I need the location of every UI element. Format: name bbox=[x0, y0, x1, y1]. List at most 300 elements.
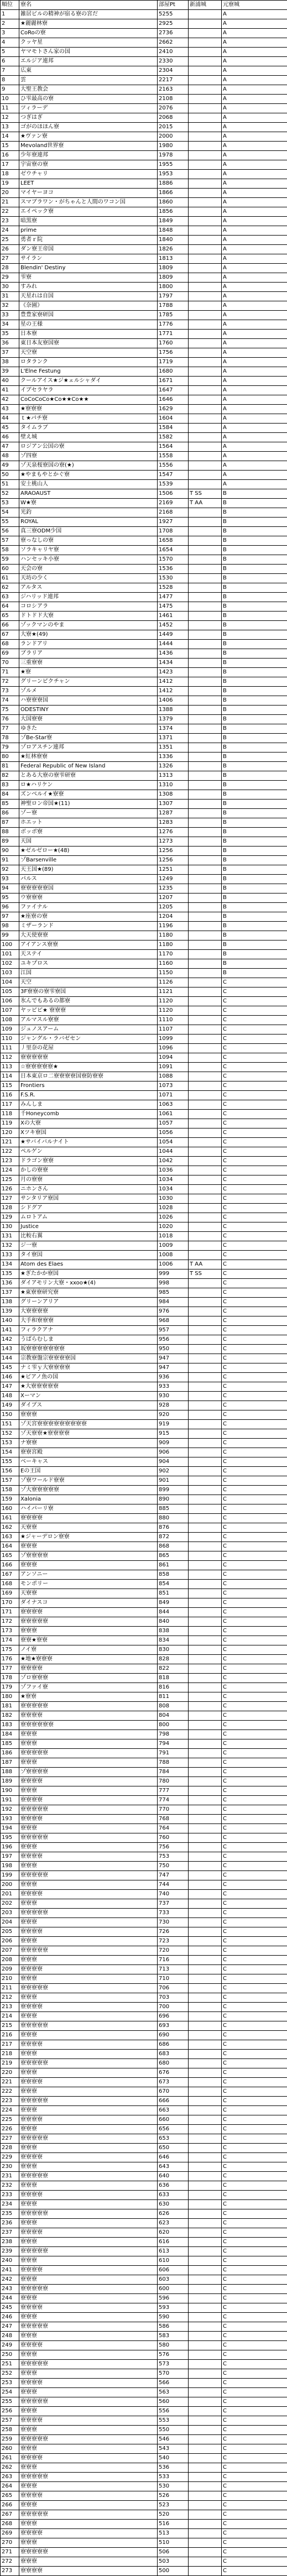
table-row bbox=[1, 2172, 287, 2181]
cell-new-castle bbox=[189, 2473, 222, 2482]
cell-dorm-name: 寮寮寮 bbox=[19, 2162, 158, 2172]
cell-rank: 49 bbox=[1, 461, 19, 471]
cell-origin-castle: C bbox=[222, 1279, 287, 1288]
cell-origin-castle: A bbox=[222, 132, 287, 142]
cell-new-castle bbox=[189, 1824, 222, 1833]
table-row bbox=[1, 2021, 287, 2031]
cell-room-points: 573 bbox=[158, 2360, 189, 2369]
cell-new-castle bbox=[189, 884, 222, 893]
cell-new-castle bbox=[189, 2303, 222, 2313]
table-row bbox=[1, 2078, 287, 2087]
cell-room-points: 919 bbox=[158, 1420, 189, 1429]
cell-rank: 244 bbox=[1, 2294, 19, 2303]
cell-origin-castle: B bbox=[222, 800, 287, 809]
cell-room-points: 1452 bbox=[158, 621, 189, 630]
cell-rank: 7 bbox=[1, 66, 19, 76]
cell-new-castle bbox=[189, 151, 222, 160]
cell-room-points: 550 bbox=[158, 2426, 189, 2435]
cell-new-castle bbox=[189, 38, 222, 48]
table-row bbox=[1, 1880, 287, 1890]
cell-room-points: 976 bbox=[158, 1307, 189, 1316]
table-row bbox=[1, 640, 287, 649]
cell-new-castle bbox=[189, 2538, 222, 2548]
cell-origin-castle: C bbox=[222, 1909, 287, 1918]
table-row bbox=[1, 2040, 287, 2050]
cell-new-castle bbox=[189, 1439, 222, 1448]
cell-new-castle bbox=[189, 2379, 222, 2388]
table-row bbox=[1, 978, 287, 987]
cell-dorm-name: 寮寮寮 bbox=[19, 2200, 158, 2209]
cell-room-points: 1110 bbox=[158, 1016, 189, 1025]
cell-dorm-name: 広東 bbox=[19, 66, 158, 76]
cell-dorm-name: 寮寮寮 bbox=[19, 2350, 158, 2360]
cell-origin-castle: C bbox=[222, 2416, 287, 2426]
cell-rank: 199 bbox=[1, 1871, 19, 1880]
cell-dorm-name: 寮寮寮寮寮 bbox=[19, 1617, 158, 1627]
table-row bbox=[1, 2059, 287, 2068]
cell-dorm-name: コロシアラ bbox=[19, 602, 158, 612]
cell-dorm-name: 寮寮寮寮 bbox=[19, 1890, 158, 1899]
cell-origin-castle: C bbox=[222, 2134, 287, 2144]
cell-dorm-name: 寮寮寮 bbox=[19, 2520, 158, 2529]
cell-new-castle bbox=[189, 2407, 222, 2416]
cell-rank: 183 bbox=[1, 1721, 19, 1730]
cell-origin-castle: B bbox=[222, 828, 287, 837]
cell-origin-castle: B bbox=[222, 884, 287, 893]
cell-rank: 163 bbox=[1, 1533, 19, 1542]
table-row bbox=[1, 66, 287, 76]
table-row bbox=[1, 1194, 287, 1204]
cell-new-castle bbox=[189, 837, 222, 847]
header-row bbox=[1, 1, 287, 10]
cell-new-castle bbox=[189, 2350, 222, 2360]
cell-dorm-name: 坂寮寮寮寮寮寮寮 bbox=[19, 1345, 158, 1354]
cell-rank: 211 bbox=[1, 1984, 19, 1993]
table-row bbox=[1, 1392, 287, 1401]
cell-dorm-name: 寮寮寮寮寮 bbox=[19, 2134, 158, 2144]
table-row bbox=[1, 912, 287, 922]
cell-new-castle bbox=[189, 809, 222, 818]
cell-origin-castle: C bbox=[222, 2567, 287, 2576]
cell-origin-castle: B bbox=[222, 640, 287, 649]
cell-origin-castle: C bbox=[222, 1777, 287, 1786]
cell-new-castle bbox=[189, 1476, 222, 1486]
cell-rank: 143 bbox=[1, 1345, 19, 1354]
cell-room-points: 1809 bbox=[158, 264, 189, 273]
table-row bbox=[1, 753, 287, 762]
cell-room-points: 723 bbox=[158, 1937, 189, 1946]
cell-new-castle bbox=[189, 1786, 222, 1796]
cell-room-points: 1120 bbox=[158, 1006, 189, 1016]
cell-room-points: 686 bbox=[158, 2040, 189, 2050]
cell-room-points: 626 bbox=[158, 2209, 189, 2219]
cell-room-points: 690 bbox=[158, 2031, 189, 2040]
table-row bbox=[1, 1617, 287, 1627]
table-row bbox=[1, 95, 287, 104]
cell-room-points: 2736 bbox=[158, 29, 189, 38]
cell-new-castle bbox=[189, 10, 222, 19]
cell-dorm-name: 天寮寮 bbox=[19, 1589, 158, 1598]
cell-room-points: 543 bbox=[158, 2444, 189, 2454]
cell-room-points: 1096 bbox=[158, 1044, 189, 1053]
table-row bbox=[1, 2529, 287, 2538]
cell-dorm-name: ミザーランド bbox=[19, 922, 158, 931]
cell-rank: 29 bbox=[1, 273, 19, 283]
cell-origin-castle: C bbox=[222, 1467, 287, 1476]
cell-dorm-name: 寮寮寮寮寮 bbox=[19, 2510, 158, 2520]
cell-room-points: 1866 bbox=[158, 189, 189, 198]
cell-rank: 2 bbox=[1, 19, 19, 29]
header-room-points: 部屋Pt bbox=[158, 1, 189, 10]
table-row bbox=[1, 1815, 287, 1824]
cell-dorm-name: 寮寮寮 bbox=[19, 1993, 158, 2003]
cell-new-castle bbox=[189, 1918, 222, 1927]
cell-room-points: 523 bbox=[158, 2501, 189, 2510]
cell-rank: 131 bbox=[1, 1232, 19, 1241]
cell-room-points: 1800 bbox=[158, 283, 189, 292]
cell-rank: 126 bbox=[1, 1185, 19, 1194]
cell-rank: 176 bbox=[1, 1655, 19, 1664]
cell-dorm-name: 豊豊家寮研国 bbox=[19, 311, 158, 320]
cell-dorm-name: ユキプロス bbox=[19, 959, 158, 969]
cell-origin-castle: B bbox=[222, 743, 287, 753]
cell-dorm-name: 寮寮寮寮 bbox=[19, 1711, 158, 1721]
cell-origin-castle: C bbox=[222, 1786, 287, 1796]
cell-rank: 46 bbox=[1, 433, 19, 442]
cell-dorm-name: ダン寮王帝国 bbox=[19, 245, 158, 254]
cell-dorm-name: ゾルメ bbox=[19, 687, 158, 696]
cell-origin-castle: B bbox=[222, 677, 287, 687]
cell-dorm-name: ★ヴァン寮 bbox=[19, 132, 158, 142]
cell-new-castle bbox=[189, 1138, 222, 1147]
cell-room-points: 1530 bbox=[158, 574, 189, 583]
cell-new-castle bbox=[189, 1335, 222, 1345]
cell-dorm-name: ベーキャス bbox=[19, 1457, 158, 1467]
cell-new-castle bbox=[189, 1326, 222, 1335]
cell-origin-castle: C bbox=[222, 2144, 287, 2153]
cell-origin-castle: B bbox=[222, 837, 287, 847]
cell-room-points: 673 bbox=[158, 2078, 189, 2087]
cell-dorm-name: 寮寮寮 bbox=[19, 2238, 158, 2247]
cell-dorm-name: 寮寮寮 bbox=[19, 2501, 158, 2510]
cell-origin-castle: C bbox=[222, 2473, 287, 2482]
cell-room-points: 1582 bbox=[158, 433, 189, 442]
cell-dorm-name: とある大寮の寮雫研寮 bbox=[19, 771, 158, 781]
table-row bbox=[1, 414, 287, 424]
cell-rank: 257 bbox=[1, 2416, 19, 2426]
cell-new-castle bbox=[189, 565, 222, 574]
cell-room-points: 1180 bbox=[158, 940, 189, 950]
table-row bbox=[1, 1843, 287, 1852]
table-row bbox=[1, 1655, 287, 1664]
cell-new-castle bbox=[189, 987, 222, 997]
cell-rank: 268 bbox=[1, 2520, 19, 2529]
cell-new-castle bbox=[189, 76, 222, 85]
cell-dorm-name: ★やまもやとかぐ寮 bbox=[19, 471, 158, 480]
cell-room-points: 520 bbox=[158, 2510, 189, 2520]
cell-rank: 124 bbox=[1, 1166, 19, 1175]
cell-rank: 79 bbox=[1, 743, 19, 753]
cell-dorm-name: ウ寮寮寮 bbox=[19, 893, 158, 903]
cell-origin-castle: A bbox=[222, 254, 287, 264]
table-row bbox=[1, 1937, 287, 1946]
cell-room-points: 500 bbox=[158, 2567, 189, 2576]
cell-room-points: 1351 bbox=[158, 743, 189, 753]
cell-origin-castle: C bbox=[222, 2557, 287, 2567]
cell-rank: 198 bbox=[1, 1862, 19, 1871]
cell-rank: 223 bbox=[1, 2097, 19, 2106]
cell-dorm-name: すみれ bbox=[19, 283, 158, 292]
cell-room-points: 844 bbox=[158, 1608, 189, 1617]
cell-room-points: 606 bbox=[158, 2266, 189, 2275]
cell-rank: 98 bbox=[1, 922, 19, 931]
cell-rank: 261 bbox=[1, 2454, 19, 2463]
table-row bbox=[1, 800, 287, 809]
table-row bbox=[1, 1495, 287, 1504]
table-row bbox=[1, 959, 287, 969]
cell-new-castle bbox=[189, 2567, 222, 2576]
table-row bbox=[1, 2087, 287, 2097]
cell-room-points: 788 bbox=[158, 1758, 189, 1768]
cell-room-points: 600 bbox=[158, 2285, 189, 2294]
cell-room-points: 737 bbox=[158, 1899, 189, 1909]
cell-dorm-name: ゾ天泉桜寮国の寮(★) bbox=[19, 461, 158, 471]
cell-dorm-name: ハ寮寮寮国 bbox=[19, 696, 158, 706]
cell-dorm-name: 寮寮寮 bbox=[19, 1758, 158, 1768]
table-row bbox=[1, 922, 287, 931]
cell-dorm-name: 寮寮寮 bbox=[19, 2012, 158, 2021]
cell-dorm-name: 安土桃山人 bbox=[19, 480, 158, 489]
cell-rank: 225 bbox=[1, 2115, 19, 2125]
table-row bbox=[1, 2097, 287, 2106]
cell-room-points: 610 bbox=[158, 2256, 189, 2266]
cell-room-points: 510 bbox=[158, 2538, 189, 2548]
cell-origin-castle: C bbox=[222, 1147, 287, 1157]
cell-dorm-name: Xalonia bbox=[19, 1495, 158, 1504]
cell-room-points: 1088 bbox=[158, 1072, 189, 1081]
cell-rank: 27 bbox=[1, 254, 19, 264]
cell-rank: 212 bbox=[1, 1993, 19, 2003]
cell-room-points: 5255 bbox=[158, 10, 189, 19]
cell-new-castle bbox=[189, 1890, 222, 1899]
cell-new-castle bbox=[189, 2059, 222, 2068]
table-row bbox=[1, 2256, 287, 2266]
cell-new-castle bbox=[189, 1815, 222, 1824]
cell-new-castle bbox=[189, 170, 222, 179]
cell-new-castle bbox=[189, 931, 222, 940]
cell-dorm-name: 寮寮寮寮 bbox=[19, 2529, 158, 2538]
cell-dorm-name: グリーンピクチャン bbox=[19, 677, 158, 687]
cell-origin-castle: A bbox=[222, 433, 287, 442]
cell-dorm-name: ダイナスコ bbox=[19, 1598, 158, 1608]
cell-room-points: 1044 bbox=[158, 1147, 189, 1157]
cell-origin-castle: C bbox=[222, 2454, 287, 2463]
cell-room-points: 1771 bbox=[158, 330, 189, 339]
cell-origin-castle: B bbox=[222, 508, 287, 518]
cell-new-castle bbox=[189, 311, 222, 320]
table-row bbox=[1, 1279, 287, 1288]
cell-rank: 178 bbox=[1, 1674, 19, 1683]
cell-origin-castle: B bbox=[222, 940, 287, 950]
cell-dorm-name: 寮寮寮寮寮 bbox=[19, 2097, 158, 2106]
cell-room-points: 683 bbox=[158, 2050, 189, 2059]
cell-new-castle bbox=[189, 1843, 222, 1852]
cell-rank: 36 bbox=[1, 339, 19, 348]
table-row bbox=[1, 170, 287, 179]
table-row bbox=[1, 2567, 287, 2576]
cell-origin-castle: C bbox=[222, 1815, 287, 1824]
table-row bbox=[1, 649, 287, 659]
cell-dorm-name: 寮寮寮 bbox=[19, 2275, 158, 2285]
cell-origin-castle: B bbox=[222, 771, 287, 781]
cell-room-points: 1273 bbox=[158, 837, 189, 847]
table-row bbox=[1, 715, 287, 724]
cell-origin-castle: C bbox=[222, 1420, 287, 1429]
table-row bbox=[1, 940, 287, 950]
cell-dorm-name: ★麗麗林寮 bbox=[19, 19, 158, 29]
cell-dorm-name: エイペック寮 bbox=[19, 207, 158, 217]
cell-dorm-name: ゾロアスチン連邦 bbox=[19, 743, 158, 753]
table-row bbox=[1, 2012, 287, 2021]
cell-rank: 145 bbox=[1, 1363, 19, 1373]
cell-dorm-name: 天星れは自国 bbox=[19, 292, 158, 301]
cell-room-points: 2168 bbox=[158, 508, 189, 518]
cell-dorm-name: ★紅林寮寮 bbox=[19, 753, 158, 762]
cell-room-points: 747 bbox=[158, 1871, 189, 1880]
cell-origin-castle: C bbox=[222, 1664, 287, 1674]
cell-room-points: 1646 bbox=[158, 395, 189, 405]
cell-rank: 219 bbox=[1, 2059, 19, 2068]
cell-origin-castle: C bbox=[222, 1439, 287, 1448]
cell-origin-castle: C bbox=[222, 1091, 287, 1100]
cell-dorm-name: 寮寮寮 bbox=[19, 1730, 158, 1739]
cell-new-castle bbox=[189, 1683, 222, 1692]
cell-dorm-name: CoCoCoCo★Co★★Co★★ bbox=[19, 395, 158, 405]
cell-rank: 40 bbox=[1, 377, 19, 386]
cell-room-points: 1034 bbox=[158, 1185, 189, 1194]
cell-room-points: 680 bbox=[158, 2059, 189, 2068]
table-row bbox=[1, 1157, 287, 1166]
table-row bbox=[1, 29, 287, 38]
cell-new-castle bbox=[189, 348, 222, 358]
cell-origin-castle: C bbox=[222, 1354, 287, 1363]
cell-dorm-name: 寮寮寮寮寮 bbox=[19, 2435, 158, 2444]
cell-origin-castle: C bbox=[222, 2219, 287, 2228]
cell-room-points: 2076 bbox=[158, 104, 189, 113]
cell-origin-castle: C bbox=[222, 1768, 287, 1777]
table-row bbox=[1, 1786, 287, 1796]
cell-origin-castle: C bbox=[222, 1965, 287, 1974]
cell-dorm-name: エルジア連邦 bbox=[19, 57, 158, 66]
cell-new-castle bbox=[189, 1627, 222, 1636]
cell-room-points: 2662 bbox=[158, 38, 189, 48]
table-row bbox=[1, 1721, 287, 1730]
table-row bbox=[1, 734, 287, 743]
cell-room-points: 764 bbox=[158, 1824, 189, 1833]
cell-rank: 238 bbox=[1, 2238, 19, 2247]
cell-new-castle bbox=[189, 386, 222, 395]
cell-rank: 220 bbox=[1, 2068, 19, 2078]
cell-rank: 209 bbox=[1, 1965, 19, 1974]
cell-new-castle bbox=[189, 1044, 222, 1053]
cell-new-castle bbox=[189, 2040, 222, 2050]
cell-dorm-name: 寮寮寮 bbox=[19, 2294, 158, 2303]
cell-origin-castle: C bbox=[222, 1382, 287, 1392]
table-row bbox=[1, 2125, 287, 2134]
cell-new-castle bbox=[189, 2153, 222, 2162]
ranking-rows bbox=[1, 10, 287, 2576]
cell-dorm-name: ゾ寮ワールド寮寮 bbox=[19, 1476, 158, 1486]
cell-room-points: 566 bbox=[158, 2379, 189, 2388]
cell-new-castle bbox=[189, 1692, 222, 1702]
cell-origin-castle: C bbox=[222, 1448, 287, 1457]
cell-room-points: 904 bbox=[158, 1457, 189, 1467]
cell-room-points: 861 bbox=[158, 1561, 189, 1570]
cell-new-castle bbox=[189, 1147, 222, 1157]
cell-room-points: 1196 bbox=[158, 922, 189, 931]
cell-new-castle bbox=[189, 104, 222, 113]
cell-dorm-name: 寮寮寮寮寮 bbox=[19, 1946, 158, 1956]
table-row bbox=[1, 1316, 287, 1326]
cell-dorm-name: 寮寮寮 bbox=[19, 2407, 158, 2416]
cell-origin-castle: C bbox=[222, 1833, 287, 1843]
cell-origin-castle: C bbox=[222, 1288, 287, 1298]
cell-origin-castle: A bbox=[222, 414, 287, 424]
cell-dorm-name: Eの王国 bbox=[19, 1467, 158, 1476]
cell-origin-castle: C bbox=[222, 987, 287, 997]
cell-rank: 204 bbox=[1, 1918, 19, 1927]
cell-origin-castle: B bbox=[222, 762, 287, 771]
cell-origin-castle: C bbox=[222, 2040, 287, 2050]
cell-dorm-name: ゾファイ寮 bbox=[19, 1683, 158, 1692]
cell-dorm-name: 少年寮連邦 bbox=[19, 151, 158, 160]
cell-new-castle bbox=[189, 630, 222, 640]
cell-origin-castle: C bbox=[222, 1363, 287, 1373]
cell-rank: 203 bbox=[1, 1909, 19, 1918]
cell-dorm-name: 日本寮 bbox=[19, 330, 158, 339]
cell-rank: 263 bbox=[1, 2473, 19, 2482]
cell-origin-castle: A bbox=[222, 104, 287, 113]
cell-new-castle bbox=[189, 1805, 222, 1815]
cell-rank: 104 bbox=[1, 978, 19, 987]
table-row bbox=[1, 1147, 287, 1157]
cell-rank: 135 bbox=[1, 1269, 19, 1279]
cell-new-castle bbox=[189, 1739, 222, 1749]
cell-new-castle bbox=[189, 1457, 222, 1467]
cell-origin-castle: C bbox=[222, 2125, 287, 2134]
cell-rank: 94 bbox=[1, 884, 19, 893]
cell-origin-castle: A bbox=[222, 236, 287, 245]
cell-dorm-name: サイラン bbox=[19, 254, 158, 264]
cell-room-points: 676 bbox=[158, 2068, 189, 2078]
cell-room-points: 2163 bbox=[158, 85, 189, 95]
cell-new-castle bbox=[189, 2360, 222, 2369]
cell-room-points: 1170 bbox=[158, 950, 189, 959]
cell-dorm-name: 雑居ビルの精神が宿る寮の宮だ bbox=[19, 10, 158, 19]
cell-dorm-name: 日本東京ロ二寮寮寮寮国寮防寮寮 bbox=[19, 1072, 158, 1081]
cell-origin-castle: A bbox=[222, 442, 287, 452]
cell-dorm-name: ゾBe-Star寮 bbox=[19, 734, 158, 743]
table-row bbox=[1, 1439, 287, 1448]
cell-room-points: 1475 bbox=[158, 602, 189, 612]
cell-origin-castle: C bbox=[222, 2548, 287, 2557]
table-row bbox=[1, 48, 287, 57]
cell-rank: 73 bbox=[1, 687, 19, 696]
table-row bbox=[1, 668, 287, 677]
cell-dorm-name: 寮寮寮寮寮国 bbox=[19, 884, 158, 893]
cell-rank: 189 bbox=[1, 1777, 19, 1786]
table-row bbox=[1, 2463, 287, 2473]
